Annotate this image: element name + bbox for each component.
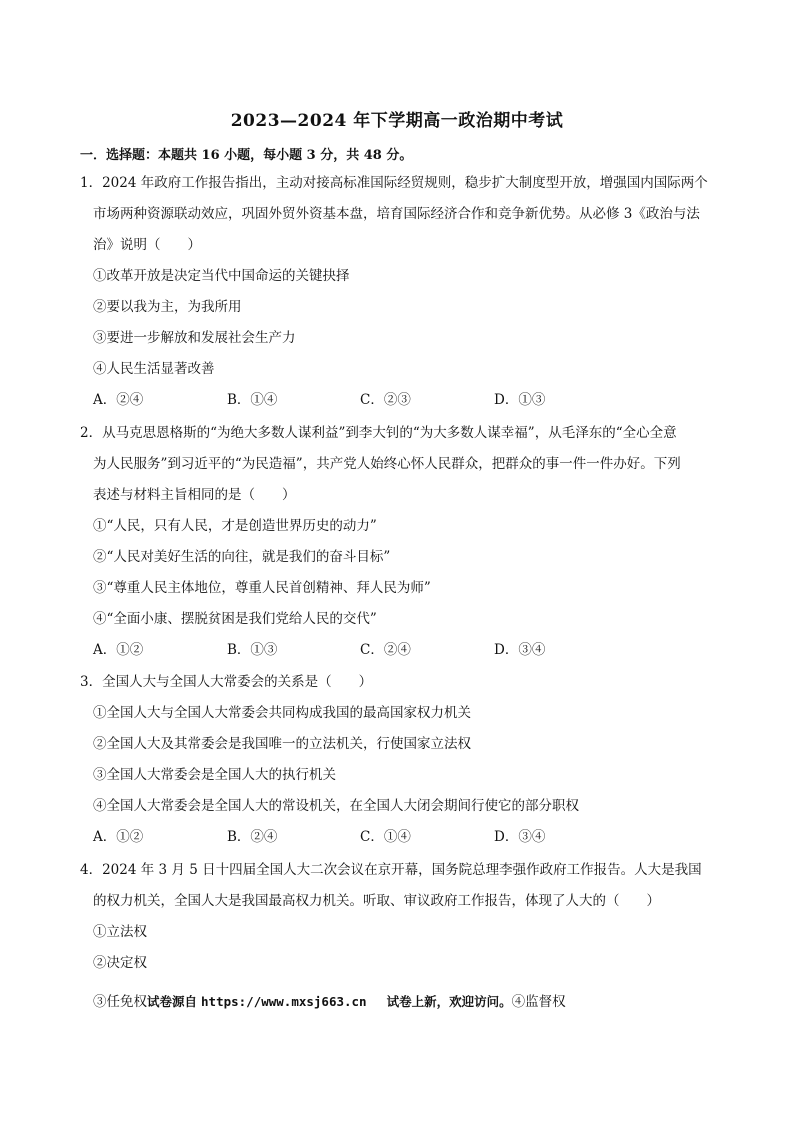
statement-option: ②全国人大及其常委会是我国唯一的立法机关，行使国家立法权 (93, 736, 471, 752)
question-4 (80, 855, 720, 979)
statement-option: ④“全面小康、摆脱贫困是我们党给人民的交代” (93, 611, 377, 627)
choice-a: A．①② (93, 829, 144, 845)
choice-a: A．①② (93, 642, 144, 658)
answer-choices (80, 635, 720, 666)
source-label: 试卷源自 (147, 994, 198, 1009)
choice-a: A．②④ (93, 392, 144, 408)
statement-option: ②“人民对美好生活的向往，就是我们的奋斗目标” (93, 549, 391, 565)
answer-choices (80, 822, 720, 853)
question-3 (80, 667, 720, 853)
question-text-line: 为人民服务”到习近平的“为民造福”，共产党人始终心怀人民群众，把群众的事一件一件办好。下列 (93, 456, 681, 472)
question-text-line: 治》说明（ ） (93, 237, 201, 253)
question-text-line: 4．2024 年 3 月 5 日十四届全国人大二次会议在京开幕，国务院总理李强作政府工作报告。人大是我国 (80, 862, 702, 878)
source-tail: 试卷上新，欢迎访问。 (386, 994, 512, 1009)
answer-choices (80, 385, 720, 416)
statement-option: ④全国人大常委会是全国人大的常设机关，在全国人大闭会期间行使它的部分职权 (93, 798, 579, 814)
statement-option: ③要进一步解放和发展社会生产力 (93, 330, 296, 346)
choice-c: C．①④ (360, 829, 411, 845)
question-text-line: 2．从马克思恩格斯的“为绝大多数人谋利益”到李大钊的“为大多数人谋幸福”，从毛泽东的“全心全意 (80, 425, 677, 441)
statement-option: ②要以我为主，为我所用 (93, 299, 242, 315)
choice-c: C．②③ (360, 392, 411, 408)
statement-option: ①立法权 (93, 924, 147, 940)
choice-d: D．③④ (494, 642, 546, 658)
statement-option: ②决定权 (93, 955, 147, 971)
source-link[interactable]: https://www.mxsj663.cn (201, 994, 367, 1009)
choice-b: B．②④ (227, 829, 278, 845)
choice-c: C．②④ (360, 642, 411, 658)
question-text-line: 3．全国人大与全国人大常委会的关系是（ ） (80, 674, 373, 690)
statement-option: ①全国人大与全国人大常委会共同构成我国的最高国家权力机关 (93, 705, 471, 721)
statement-option: ①改革开放是决定当代中国命运的关键抉择 (93, 268, 350, 284)
statement-option: ③“尊重人民主体地位，尊重人民首创精神、拜人民为师” (93, 580, 431, 596)
question-text-line: 市场两种资源联动效应，巩固外贸外资基本盘，培育国际经济合作和竞争新优势。从必修 3《政治与法 (93, 206, 700, 222)
choice-d: D．①③ (494, 392, 546, 408)
question-2 (80, 418, 720, 666)
footer-line (93, 986, 566, 1017)
statement-option: ③任免权 (93, 994, 147, 1010)
question-text-line: 的权力机关，全国人大是我国最高权力机关。听取、审议政府工作报告，体现了人大的（ ） (93, 893, 660, 909)
section-heading: 一．选择题：本题共 16 小题，每小题 3 分，共 48 分。 (80, 148, 413, 163)
choice-b: B．①③ (227, 642, 278, 658)
question-1 (80, 168, 720, 416)
choice-d: D．③④ (494, 829, 546, 845)
exam-title: 2023—2024 年下学期高一政治期中考试 (230, 111, 564, 131)
question-text-line: 1．2024 年政府工作报告指出，主动对接高标准国际经贸规则，稳步扩大制度型开放，增强国内国际两个 (80, 175, 708, 191)
question-text-line: 表述与材料主旨相同的是（ ） (93, 487, 296, 503)
statement-option: ③全国人大常委会是全国人大的执行机关 (93, 767, 336, 783)
choice-b: B．①④ (227, 392, 278, 408)
statement-option: ①“人民，只有人民，才是创造世界历史的动力” (93, 518, 377, 534)
statement-option: ④监督权 (511, 994, 566, 1010)
statement-option: ④人民生活显著改善 (93, 361, 215, 377)
